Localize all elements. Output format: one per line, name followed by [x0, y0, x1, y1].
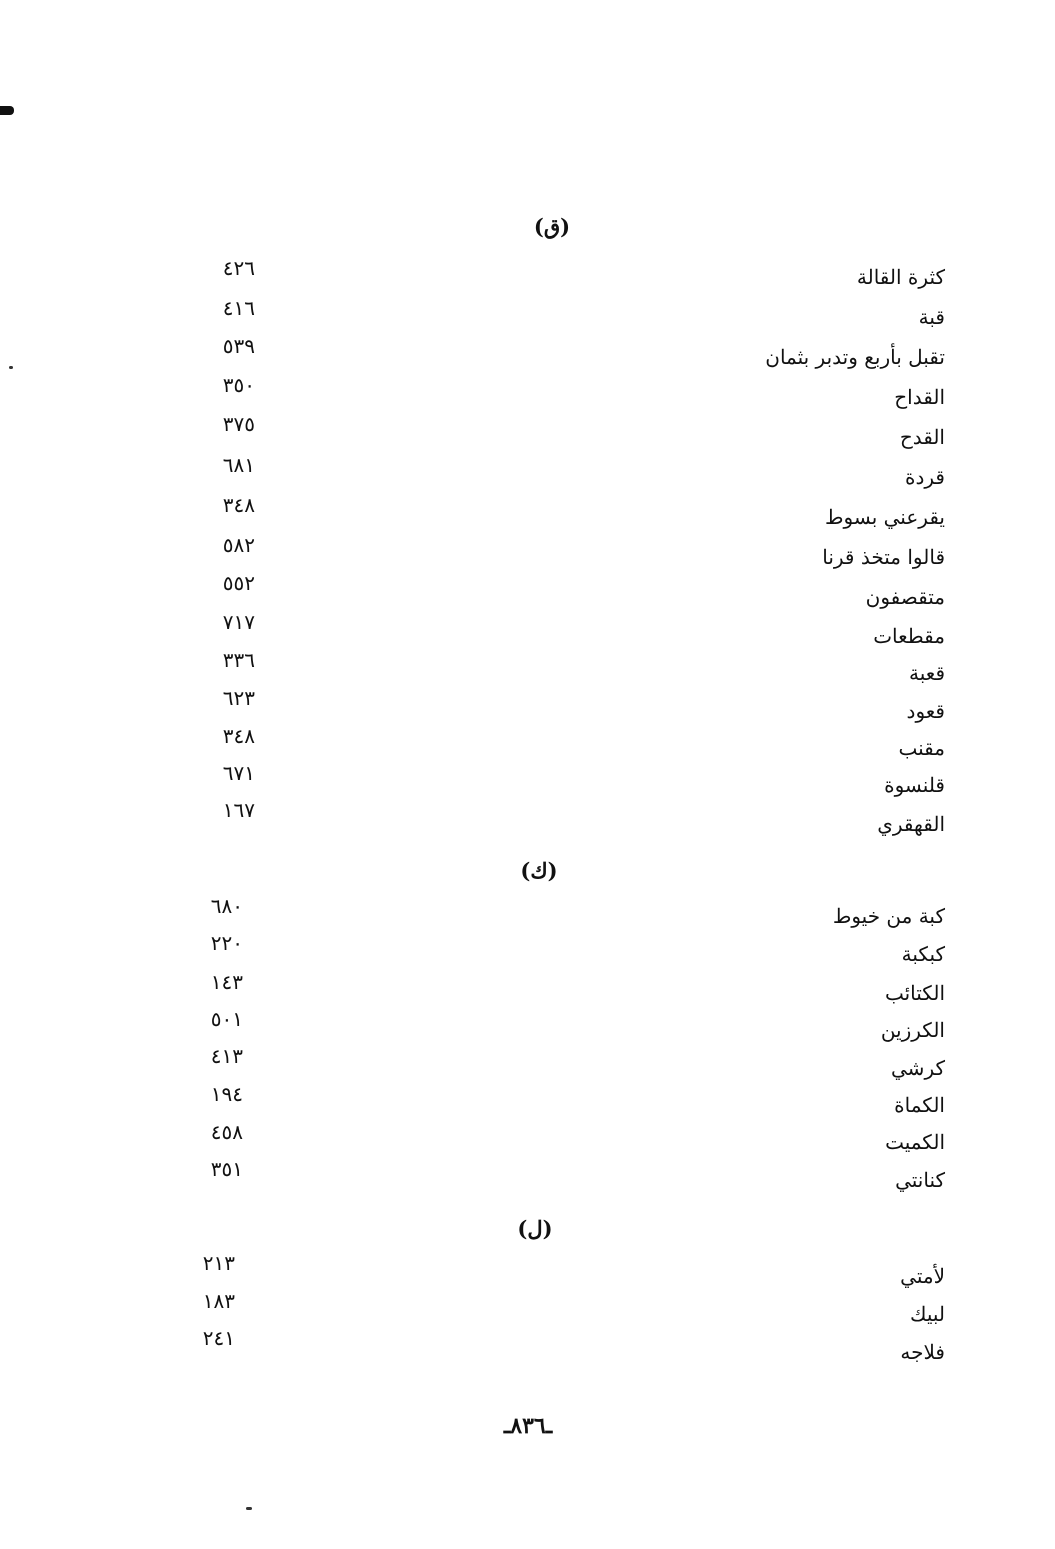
index-entry-text: كنانتي: [895, 1168, 945, 1192]
index-entry-page: ٥٨٢: [222, 533, 255, 557]
index-entry-page: ١٦٧: [222, 798, 255, 822]
index-entry-page: ٣٤٨: [222, 493, 255, 517]
index-entry-text: كبكبة: [901, 942, 945, 966]
index-entry-text: قالوا متخذ قرنا: [822, 545, 945, 569]
scan-speck: [9, 366, 13, 369]
index-entry-text: قعبة: [909, 661, 945, 685]
index-entry-page: ٦٨٠: [210, 894, 243, 918]
index-entry-text: القداح: [894, 385, 945, 409]
index-entry-page: ٥٠١: [210, 1007, 243, 1031]
index-entry-page: ٣٥٠: [222, 373, 255, 397]
index-entry-text: القهقري: [877, 812, 945, 836]
index-entry-page: ١٤٣: [210, 970, 243, 994]
index-entry-page: ١٨٣: [202, 1289, 235, 1313]
index-entry-text: الكرزين: [880, 1018, 945, 1042]
index-entry-text: قعود: [906, 699, 945, 723]
section-heading-qaf: (ق): [533, 214, 571, 239]
index-entry-text: لأمتي: [900, 1264, 945, 1288]
index-entry-page: ٣٥١: [210, 1157, 243, 1181]
index-entry-text: الكتائب: [884, 981, 945, 1005]
index-entry-page: ٦٧١: [222, 761, 255, 785]
index-entry-text: يقرعني بسوط: [825, 505, 945, 529]
index-entry-text: فلاجه: [900, 1340, 945, 1364]
index-entry-page: ٤٥٨: [210, 1120, 243, 1144]
index-entry-page: ٤١٣: [210, 1044, 243, 1068]
index-entry-text: لبيك: [909, 1302, 945, 1326]
index-entry-page: ٤١٦: [222, 296, 255, 320]
index-entry-text: الكماة: [894, 1093, 945, 1117]
index-entry-page: ٢٤١: [202, 1326, 235, 1350]
index-entry-text: متقصفون: [865, 585, 945, 609]
index-entry-text: مقنب: [898, 736, 945, 760]
index-entry-page: ١٩٤: [210, 1082, 243, 1106]
index-entry-page: ٦٨١: [222, 453, 255, 477]
scan-edge-mark: [0, 106, 14, 115]
index-entry-page: ٣٧٥: [222, 412, 255, 436]
index-entry-page: ٣٤٨: [222, 724, 255, 748]
index-entry-page: ٤٢٦: [222, 256, 255, 280]
index-entry-text: كبة من خيوط: [832, 904, 945, 928]
index-entry-page: ٥٣٩: [222, 334, 255, 358]
index-entry-page: ٦٢٣: [222, 686, 255, 710]
index-entry-page: ٣٣٦: [222, 648, 255, 672]
section-heading-kaf: (ك): [520, 858, 558, 883]
index-entry-page: ٧١٧: [222, 610, 255, 634]
index-entry-text: كثرة القالة: [856, 265, 945, 289]
index-entry-page: ٢٢٠: [210, 931, 243, 955]
scan-speck: [246, 1507, 252, 1510]
index-entry-page: ٥٥٢: [222, 571, 255, 595]
index-entry-text: قردة: [905, 465, 945, 489]
index-entry-text: الكميت: [885, 1130, 945, 1154]
page-number: ـ٨٣٦ـ: [503, 1413, 553, 1439]
index-entry-text: مقطعات: [873, 624, 945, 648]
index-entry-text: تقبل بأربع وتدبر بثمان: [765, 345, 945, 369]
index-entry-text: قلنسوة: [884, 773, 945, 797]
section-heading-lam: (ل): [517, 1216, 553, 1241]
index-entry-text: كرشي: [891, 1056, 945, 1080]
index-entry-text: القدح: [899, 425, 945, 449]
index-entry-page: ٢١٣: [202, 1251, 235, 1275]
index-entry-text: قبة: [918, 305, 945, 329]
